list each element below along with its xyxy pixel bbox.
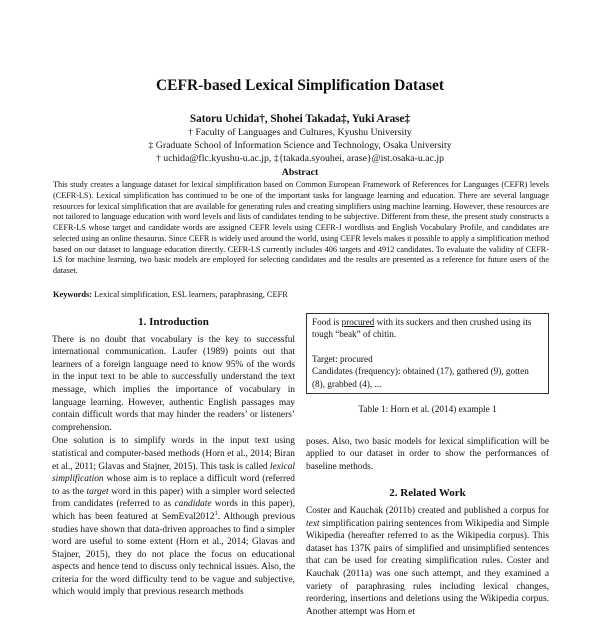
right-paragraph-1: poses. Also, two basic models for lexical simplification will be applied to our dataset in order to show the performances of baseline methods.: [306, 436, 549, 472]
intro-heading: 1. Introduction: [138, 316, 209, 328]
affiliation-1: † Faculty of Languages and Cultures, Kyushu University: [188, 127, 412, 138]
table-caption: Table 1: Horn et al. (2014) example 1: [358, 404, 497, 415]
example-target-word: procured: [341, 317, 375, 327]
example-sentence: [312, 316, 543, 341]
related-work-paragraph: [306, 505, 549, 618]
keywords-line: [53, 290, 549, 299]
intro-p2-part-c: word in this paper) with a simpler word selected from candidates (referred to as: [52, 486, 295, 510]
intro-p2-part-a: One solution is to simplify words in the input text using statistical and computer-based methods (Horn et al., 2014; Biran et al., 2011; Glavas and Stajner, 2015). This task is called: [52, 436, 295, 472]
term-candidate: candidate: [174, 499, 212, 510]
intro-paragraph-2: [52, 435, 295, 599]
example-sentence-b: with its suckers and then crushed using its tough “beak” of chitin.: [312, 317, 532, 340]
example-target: Target: procured: [312, 353, 373, 364]
footnote-marker: 1: [214, 509, 218, 517]
intro-p2-part-d: words in this paper), which has been featured at SemEval2012: [52, 499, 296, 522]
intro-paragraph-1: There is no doubt that vocabulary is the key to successful international communication. Laufer (1989) points out that learners of a foreign language need to know 95% of the words in the input text to be able to successfully understand the text message, which implies the importance of vocabulary in language learning. However, authentic English passages may contain difficult words that may hinder the readers’ or listeners’ comprehension.: [52, 334, 295, 433]
related-work-heading: 2. Related Work: [389, 487, 466, 500]
author-emails: † uchida@flc.kyushu-u.ac.jp, ‡{takada.syouhei, arase}@ist.osaka-u.ac.jp: [155, 153, 445, 164]
term-lexical-simplification: lexical simplification: [52, 461, 295, 485]
paper-title: CEFR-based Lexical Simplification Dataset: [155, 77, 445, 94]
abstract-text: This study creates a language dataset for lexical simplification based on Common European Framework of References for Languages (CEFR) levels (CEFR-LS). Lexical simplification has continued to be one of the important tasks for language learning and education. There are several language resources for lexical simplification that are available for generating rules and creating simplifiers using machine learning. However, these resources are not tailored to language education with word levels and lists of candidates tending to be subjective. Different from these, the present study constructs a CEFR-LS whose target and candidate words are assigned CEFR levels using CEFR-J wordlists and English Vocabulary Profile, and candidates are selected using an online thesaurus. Since CEFR is widely used around the world, using CEFR levels makes it possible to apply a simplification method based on our dataset to language education directly. CEFR-LS currently includes 406 targets and 4912 candidates. To evaluate the validity of CEFR-LS for machine learning, two basic models are employed for selecting candidates and the results are presented as a reference for future users of the dataset.: [53, 180, 549, 275]
abstract-heading: Abstract: [281, 167, 319, 178]
right-column: [306, 312, 549, 619]
intro-p2-part-b: whose aim is to replace a difficult word (referred to as the: [52, 474, 295, 497]
example-candidates: Candidates (frequency): obtained (17), gathered (9), gotten (8), grabbed (4), ...: [312, 366, 529, 389]
left-column: [52, 312, 295, 600]
related-p-part-a: Coster and Kauchak (2011b) created and published a corpus for: [306, 506, 549, 516]
term-text: text: [306, 518, 320, 529]
term-target: target: [86, 486, 109, 497]
related-p-part-b: simplification pairing sentences from Wikipedia and Simple Wikipedia (hereafter referred to as the Wikipedia corpus). This dataset has 137K pairs of simplified and unsimplified sentences that can be used for creating simplification rules. Coster and Kauchak (2011a) was one such attempt, and they examined a variety of paraphrasing rules including lexical changes, reordering, insertions and deletions using the Wikipedia corpus. Another attempt was Horn et: [306, 518, 549, 617]
keywords-list: Lexical simplification, ESL learners, paraphrasing, CEFR: [94, 290, 288, 299]
example-table-box: [306, 313, 549, 394]
paper-authors: Satoru Uchida†, Shohei Takada‡, Yuki Arase‡: [189, 113, 411, 125]
example-sentence-a: Food is: [312, 317, 342, 327]
affiliation-2: ‡ Graduate School of Information Science and Technology, Osaka University: [148, 140, 452, 151]
intro-p2-part-e: . Although previous studies have shown that data-driven approaches to find a simpler word are useful to some extent (Horn et al., 2014; Glavas and Stajner, 2015), they do not place the focus on educational aspects and hence tend to discuss only technical issues. Also, the criteria for the word difficulty tend to be vague and subjective, which would imply that previous research methods: [52, 511, 295, 598]
keywords-label: Keywords:: [53, 290, 93, 299]
